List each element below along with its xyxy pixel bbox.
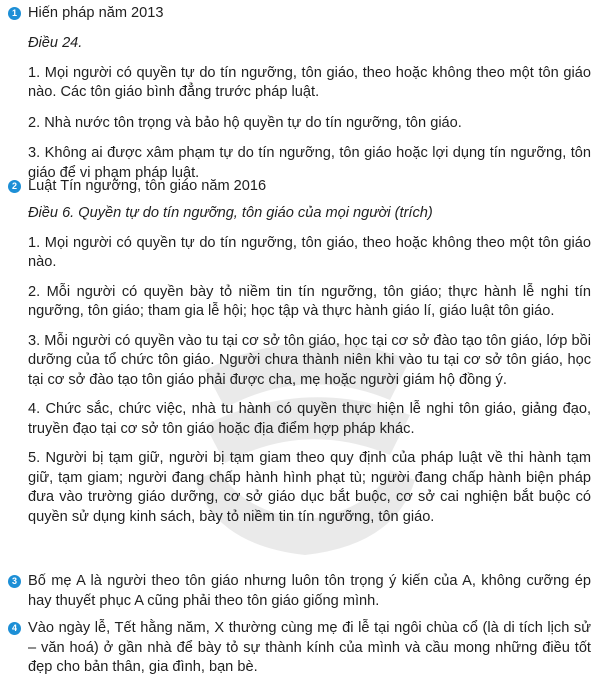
item-4-text: Vào ngày lễ, Tết hằng năm, X thường cùng mẹ đi lễ tại ngôi chùa cổ (là di tích lịch sử – văn hoá) ở gần nhà để bày tỏ sự thành kính của mình và cầu mong những điều tốt đẹp cho bản thân, gia đình, bạn bè. [28, 620, 591, 675]
item-1 [0, 4, 591, 183]
item-2-para-4: 4. Chức sắc, chức việc, nhà tu hành có quyền thực hiện lễ nghi tôn giáo, giảng đạo, truyền đạo tại cơ sở tôn giáo hoặc địa điểm hợp pháp khác. [28, 401, 591, 437]
item-2-para-2: 2. Mỗi người có quyền bày tỏ niềm tin tín ngưỡng, tôn giáo; thực hành lễ nghi tín ngưỡng, tôn giáo; tham gia lễ hội; học tập và thực hành giáo lí, giáo luật tôn giáo. [28, 283, 591, 319]
item-2-title: Luật Tín ngưỡng, tôn giáo năm 2016 [28, 178, 267, 194]
item-2-article: Điều 6. Quyền tự do tín ngưỡng, tôn giáo của mọi người (trích) [28, 205, 433, 221]
item-1-para-2: 2. Nhà nước tôn trọng và bảo hộ quyền tự do tín ngưỡng, tôn giáo. [28, 114, 462, 131]
item-2-para-3: 3. Mỗi người có quyền vào tu tại cơ sở tôn giáo, học tại cơ sở đào tạo tôn giáo, lớp bồi dưỡng của tổ chức tôn giáo. Người chưa thành niên khi vào tu tại cơ sở tôn giáo, học tại cơ sở đào tạo tôn giáo phải được cha, mẹ hoặc người giám hộ đồng ý. [28, 332, 591, 388]
item-3 [0, 572, 591, 611]
item-1-para-1: 1. Mọi người có quyền tự do tín ngưỡng, tôn giáo, theo hoặc không theo một tôn giáo nào. Các tôn giáo bình đẳng trước pháp luật. [28, 64, 591, 100]
number-badge-1: 1 [8, 7, 21, 20]
item-2 [0, 177, 591, 527]
item-4 [0, 619, 591, 678]
item-3-text: Bố mẹ A là người theo tôn giáo nhưng luôn tôn trọng ý kiến của A, không cưỡng ép hay thuyết phục A cũng phải theo tôn giáo giống mình. [28, 573, 591, 609]
item-2-para-1: 1. Mọi người có quyền tự do tín ngưỡng, tôn giáo, theo hoặc không theo một tôn giáo nào. [28, 234, 591, 270]
item-1-title: Hiến pháp năm 2013 [28, 5, 164, 21]
number-badge-4: 4 [8, 622, 21, 635]
number-badge-2: 2 [8, 180, 21, 193]
number-badge-3: 3 [8, 575, 21, 588]
item-1-para-3: 3. Không ai được xâm phạm tự do tín ngưỡng, tôn giáo hoặc lợi dụng tín ngưỡng, tôn giáo để vi phạm pháp luật. [28, 145, 591, 181]
item-1-article: Điều 24. [28, 35, 83, 51]
item-2-para-5: 5. Người bị tạm giữ, người bị tạm giam theo quy định của pháp luật về thi hành tạm giữ, tạm giam; người đang chấp hành hình phạt tù; người đang chấp hành biện pháp đưa vào trường giáo dưỡng, cơ sở giáo dục bắt buộc, cơ sở cai nghiện bắt buộc có quyền sử dụng kinh sách, bày tỏ niềm tin tín ngưỡng, tôn giáo. [28, 450, 591, 525]
